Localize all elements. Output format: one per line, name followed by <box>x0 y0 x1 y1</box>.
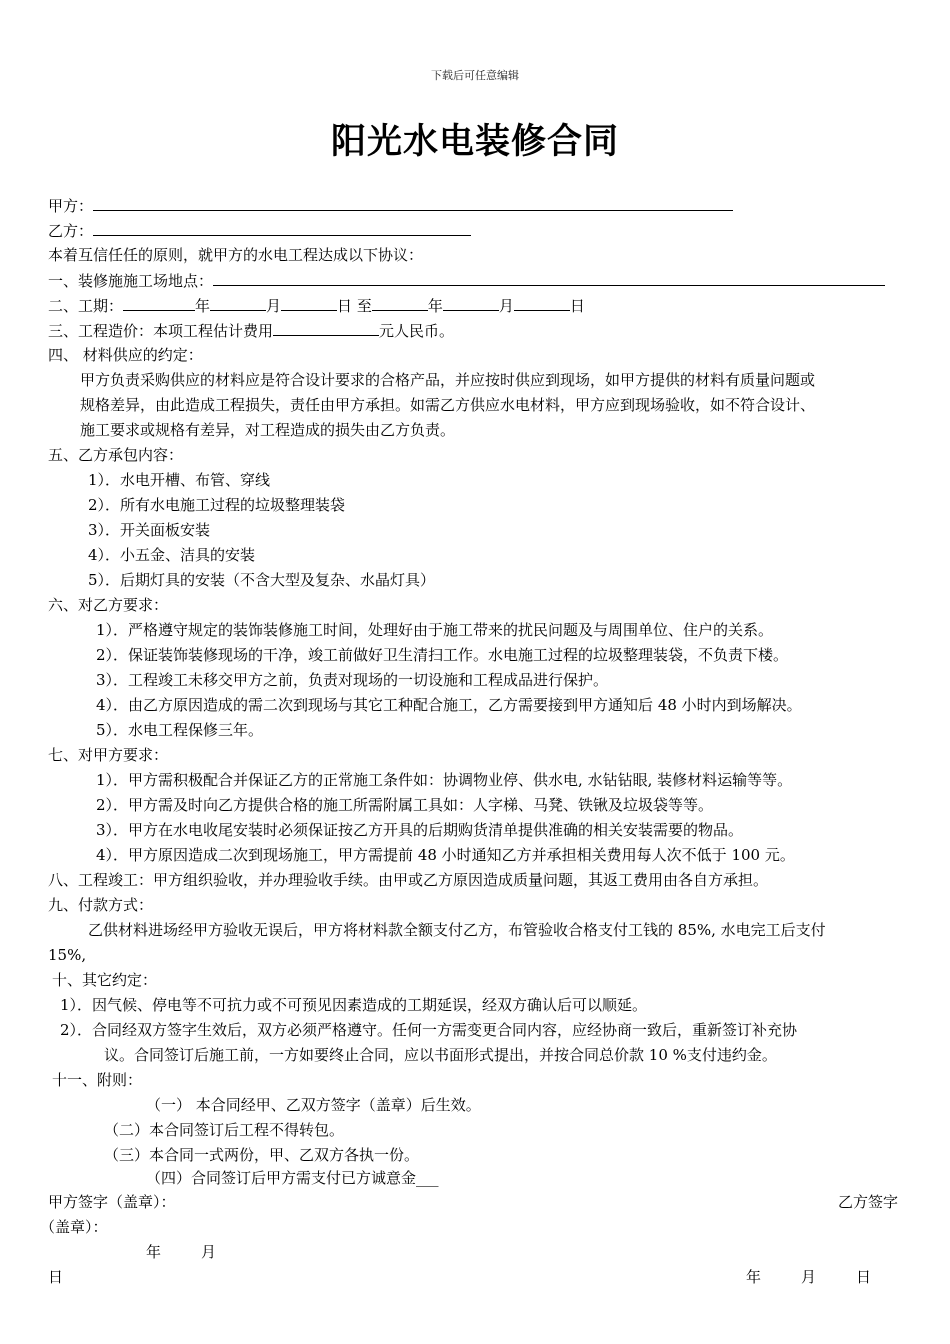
section-5-label: 五、乙方承包内容： <box>48 446 184 464</box>
section-5-item: 5）．后期灯具的安装（不含大型及复杂、水晶灯具） <box>88 571 436 589</box>
section-6-item: 3）．工程竣工未移交甲方之前，负责对现场的一切设施和工程成品进行保护。 <box>96 671 609 689</box>
start-month-label: 月 <box>266 297 282 315</box>
party-a-signature-label: 甲方签字（盖章）： <box>48 1193 176 1211</box>
section-1-label: 一、装修施施工场地点： <box>48 272 214 290</box>
party-b-date-month: 月 <box>801 1268 817 1286</box>
section-3 <box>48 318 454 343</box>
section-3-label: 三、工程造价：本项工程估计费用 <box>48 322 274 340</box>
to-label: 至 <box>356 297 372 315</box>
section-5-item: 3）．开关面板安装 <box>88 521 211 539</box>
section-7-item: 1）．甲方需积极配合并保证乙方的正常施工条件如：协调物业停、供水电, 水钻钻眼, 装修材料运输等等。 <box>96 771 793 789</box>
section-10-item: 2）．合同经双方签字生效后，双方必须严格遵守。任何一方需变更合同内容，应经协商一致后，重新签订补充协 <box>60 1021 798 1039</box>
section-7-label: 七、对甲方要求： <box>48 746 169 764</box>
section-6-item: 2）．保证装饰装修现场的干净，竣工前做好卫生清扫工作。水电施工过程的垃圾整理装袋，不负责下楼。 <box>96 646 789 664</box>
section-11-item: （二）本合同签订后工程不得转包。 <box>104 1121 345 1139</box>
section-9-line: 15%, <box>48 946 87 964</box>
section-1 <box>48 268 885 293</box>
section-9-line: 乙供材料进场经甲方验收无误后，甲方将材料款全额支付乙方，布管验收合格支付工钱的 85%, 水电完工后支付 <box>88 921 826 939</box>
party-b-signature-label: 乙方签字 <box>838 1193 899 1211</box>
section-2-label: 二、工期： <box>48 297 124 315</box>
section-4-line: 甲方负责采购供应的材料应是符合设计要求的合格产品，并应按时供应到现场，如甲方提供的材料有质量问题或 <box>80 371 816 389</box>
end-month-label: 月 <box>498 297 514 315</box>
end-day-blank <box>514 293 570 311</box>
party-b-signature-label-cont: （盖章）： <box>40 1218 108 1236</box>
party-a-line <box>48 193 733 218</box>
party-a-date-month: 月 <box>201 1243 217 1261</box>
intro-text: 本着互信任任的原则，就甲方的水电工程达成以下协议： <box>48 246 424 264</box>
party-a-date-day: 日 <box>48 1268 64 1286</box>
section-7-item: 4）．甲方原因造成二次到现场施工，甲方需提前 48 小时通知乙方并承担相关费用每人次不低于 100 元。 <box>96 846 795 864</box>
party-b-label: 乙方： <box>48 222 94 240</box>
header-note: 下载后可任意编辑 <box>431 69 519 82</box>
section-6-item: 1）．严格遵守规定的装饰装修施工时间，处理好由于施工带来的扰民问题及与周围单位、住户的关系。 <box>96 621 774 639</box>
end-year-blank <box>372 293 428 311</box>
section-10-item: 1）．因气候、停电等不可抗力或不可预见因素造成的工期延误，经双方确认后可以顺延。 <box>60 996 648 1014</box>
end-month-blank <box>443 293 499 311</box>
end-day-label: 日 <box>569 297 585 315</box>
section-5-item: 1）．水电开槽、布管、穿线 <box>88 471 271 489</box>
section-11-item: （一） 本合同经甲、乙双方签字（盖章）后生效。 <box>146 1096 481 1114</box>
section-6-item: 5）．水电工程保修三年。 <box>96 721 264 739</box>
party-a-label: 甲方： <box>48 197 94 215</box>
contract-title: 阳光水电装修合同 <box>330 121 619 162</box>
start-month-blank <box>210 293 266 311</box>
section-7-item: 2）．甲方需及时向乙方提供合格的施工所需附属工具如：人字梯、马凳、铁锹及垃圾袋等等。 <box>96 796 714 814</box>
section-6-item: 4）．由乙方原因造成的需二次到现场与其它工种配合施工，乙方需要接到甲方通知后 48 小时内到场解决。 <box>96 696 802 714</box>
section-2 <box>48 293 585 318</box>
start-year-blank <box>123 293 195 311</box>
section-4-label: 四、 材料供应的约定： <box>48 346 203 364</box>
section-5-item: 4）．小五金、洁具的安装 <box>88 546 256 564</box>
section-11-item: （四）合同签订后甲方需支付已方诚意金___ <box>146 1169 439 1187</box>
party-a-date-year: 年 <box>146 1243 162 1261</box>
section-4-line: 规格差异，由此造成工程损失，责任由甲方承担。如需乙方供应水电材料，甲方应到现场验收，如不符合设计、 <box>80 396 816 414</box>
site-address-blank <box>213 268 885 286</box>
section-11-item: （三）本合同一式两份，甲、乙双方各执一份。 <box>104 1146 420 1164</box>
section-4-line: 施工要求或规格有差异，对工程造成的损失由乙方负责。 <box>80 421 456 439</box>
start-year-label: 年 <box>195 297 211 315</box>
cost-suffix: 元人民币。 <box>379 322 455 340</box>
party-b-blank <box>93 218 471 236</box>
party-a-blank <box>93 193 733 211</box>
section-7-item: 3）．甲方在水电收尾安装时必须保证按乙方开具的后期购货清单提供准确的相关安装需要的物品。 <box>96 821 744 839</box>
end-year-label: 年 <box>427 297 443 315</box>
section-11-label: 十一、附则： <box>52 1071 143 1089</box>
cost-blank <box>273 318 379 336</box>
party-b-line <box>48 218 471 243</box>
start-day-label: 日 <box>337 297 353 315</box>
party-b-date-day: 日 <box>856 1268 872 1286</box>
section-10-label: 十、其它约定： <box>52 971 158 989</box>
section-9-label: 九、付款方式： <box>48 896 154 914</box>
section-6-label: 六、对乙方要求： <box>48 596 169 614</box>
section-8: 八、工程竣工：甲方组织验收，并办理验收手续。由甲或乙方原因造成质量问题，其返工费用由各自方承担。 <box>48 871 769 889</box>
section-5-item: 2）．所有水电施工过程的垃圾整理装袋 <box>88 496 346 514</box>
start-day-blank <box>281 293 337 311</box>
party-b-date-year: 年 <box>746 1268 762 1286</box>
section-10-item-cont: 议。合同签订后施工前，一方如要终止合同，应以书面形式提出，并按合同总价款 10 %支付违约金。 <box>104 1046 777 1064</box>
